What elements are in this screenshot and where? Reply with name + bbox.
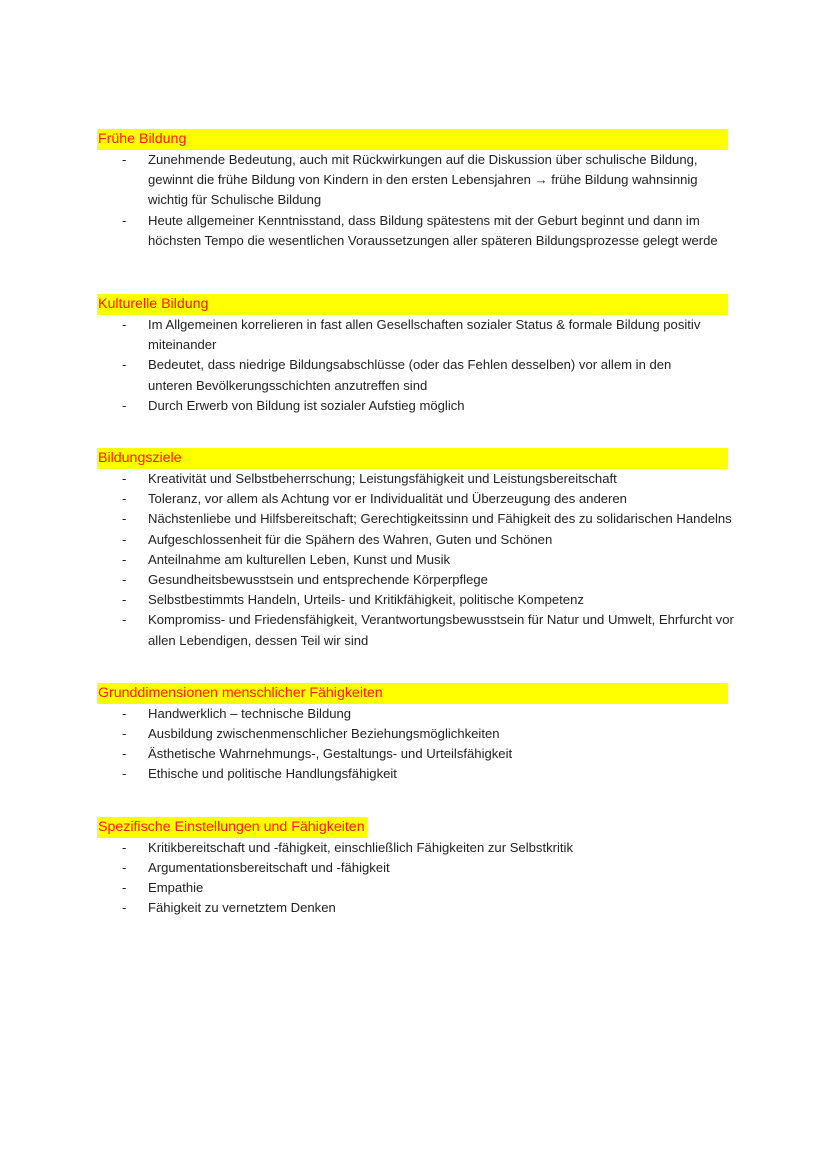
section-heading: Kulturelle Bildung bbox=[97, 294, 728, 315]
list-item bbox=[97, 858, 727, 878]
list-item bbox=[97, 530, 738, 550]
list-item bbox=[97, 764, 727, 784]
list-item-text: Argumentationsbereitschaft und -fähigkeit bbox=[148, 859, 390, 875]
list-item bbox=[97, 590, 738, 610]
list-item-text: Anteilnahme am kulturellen Leben, Kunst und Musik bbox=[148, 551, 451, 567]
list-item bbox=[97, 610, 738, 650]
list-item bbox=[97, 355, 708, 395]
bullet-list bbox=[97, 704, 727, 785]
bullet-dash: - bbox=[122, 900, 127, 916]
section-heading: Frühe Bildung bbox=[97, 129, 728, 150]
bullet-dash: - bbox=[122, 592, 127, 608]
list-item bbox=[97, 315, 708, 355]
bullet-dash: - bbox=[122, 766, 127, 782]
list-item-text: Durch Erwerb von Bildung ist sozialer Aufstieg möglich bbox=[148, 397, 465, 413]
bullet-dash: - bbox=[122, 471, 127, 487]
section-bildungsziele bbox=[97, 448, 734, 651]
list-item-text: Ethische und politische Handlungsfähigkeit bbox=[148, 766, 397, 782]
list-item-text: Selbstbestimmts Handeln, Urteils- und Kritikfähigkeit, politische Kompetenz bbox=[148, 592, 584, 608]
list-item bbox=[97, 489, 738, 509]
list-item-text: Ausbildung zwischenmenschlicher Beziehungsmöglichkeiten bbox=[148, 726, 500, 742]
list-item-text: Im Allgemeinen korrelieren in fast allen Gesellschaften sozialer Status & formale Bildung positiv miteinander bbox=[148, 317, 701, 353]
list-item-text: Kreativität und Selbstbeherrschung; Leistungsfähigkeit und Leistungsbereitschaft bbox=[148, 471, 617, 487]
bullet-dash: - bbox=[122, 212, 127, 228]
list-item bbox=[97, 724, 727, 744]
list-item bbox=[97, 838, 727, 858]
bullet-dash: - bbox=[122, 551, 127, 567]
bullet-dash: - bbox=[122, 859, 127, 875]
section-kulturelle-bildung bbox=[97, 294, 727, 416]
bullet-list bbox=[97, 469, 734, 651]
list-item-text: Ästhetische Wahrnehmungs-, Gestaltungs- und Urteilsfähigkeit bbox=[148, 746, 513, 762]
bullet-dash: - bbox=[122, 317, 127, 333]
list-item-text: Fähigkeit zu vernetztem Denken bbox=[148, 900, 336, 916]
list-item bbox=[97, 550, 738, 570]
bullet-dash: - bbox=[122, 880, 127, 896]
bullet-dash: - bbox=[122, 612, 127, 628]
list-item bbox=[97, 509, 738, 529]
bullet-list bbox=[97, 150, 727, 251]
list-item-text: Bedeutet, dass niedrige Bildungsabschlüsse (oder das Fehlen desselben) vor allem in den unteren Bevölkerungsschichten anzutreffen sind bbox=[148, 357, 672, 393]
list-item bbox=[97, 396, 708, 416]
bullet-dash: - bbox=[122, 839, 127, 855]
bullet-list bbox=[97, 315, 727, 416]
list-item bbox=[97, 150, 728, 211]
list-item-text: Nächstenliebe und Hilfsbereitschaft; Gerechtigkeitssinn und Fähigkeit des zu solidarischen Handelns bbox=[148, 511, 732, 527]
list-item bbox=[97, 878, 727, 898]
list-item-text: Toleranz, vor allem als Achtung vor er Individualität und Überzeugung des anderen bbox=[148, 491, 627, 507]
section-fruehe-bildung bbox=[97, 129, 727, 251]
list-item bbox=[97, 704, 727, 724]
list-item bbox=[97, 211, 728, 251]
section-grunddimensionen bbox=[97, 683, 727, 785]
list-item-text: Zunehmende Bedeutung, auch mit Rückwirkungen auf die Diskussion über schulische Bildung, gewinnt die frühe Bildung von Kindern in den ersten Lebensjahren → frühe Bildung wahnsinnig wichtig für Schulische Bildung bbox=[148, 152, 698, 208]
bullet-dash: - bbox=[122, 572, 127, 588]
list-item-text: Handwerklich – technische Bildung bbox=[148, 705, 352, 721]
bullet-dash: - bbox=[122, 357, 127, 373]
document-page bbox=[97, 129, 734, 918]
list-item bbox=[97, 469, 738, 489]
list-item bbox=[97, 570, 738, 590]
bullet-dash: - bbox=[122, 746, 127, 762]
list-item-text: Kritikbereitschaft und -fähigkeit, einschließlich Fähigkeiten zur Selbstkritik bbox=[148, 839, 574, 855]
bullet-dash: - bbox=[122, 705, 127, 721]
bullet-dash: - bbox=[122, 511, 127, 527]
section-heading: Grunddimensionen menschlicher Fähigkeiten bbox=[97, 683, 728, 704]
section-heading: Spezifische Einstellungen und Fähigkeiten bbox=[97, 817, 367, 838]
list-item-text: Empathie bbox=[148, 880, 204, 896]
list-item bbox=[97, 898, 727, 918]
list-item-text: Gesundheitsbewusstsein und entsprechende Körperpflege bbox=[148, 572, 488, 588]
bullet-dash: - bbox=[122, 531, 127, 547]
bullet-dash: - bbox=[122, 491, 127, 507]
bullet-dash: - bbox=[122, 397, 127, 413]
list-item-text: Heute allgemeiner Kenntnisstand, dass Bildung spätestens mit der Geburt beginnt und dann im höchsten Tempo die wesentlichen Voraussetzungen aller späteren Bildungsprozesse gelegt werde bbox=[148, 212, 718, 248]
list-item-text: Aufgeschlossenheit für die Spähern des Wahren, Guten und Schönen bbox=[148, 531, 553, 547]
bullet-list bbox=[97, 838, 727, 919]
bullet-dash: - bbox=[122, 152, 127, 167]
section-heading: Bildungsziele bbox=[97, 448, 728, 469]
bullet-dash: - bbox=[122, 726, 127, 742]
section-spezifische-einstellungen bbox=[97, 817, 727, 919]
list-item-text: Kompromiss- und Friedensfähigkeit, Verantwortungsbewusstsein für Natur und Umwelt, Ehrfurcht vor allen Lebendigen, dessen Teil wir sind bbox=[148, 612, 734, 648]
list-item bbox=[97, 744, 727, 764]
